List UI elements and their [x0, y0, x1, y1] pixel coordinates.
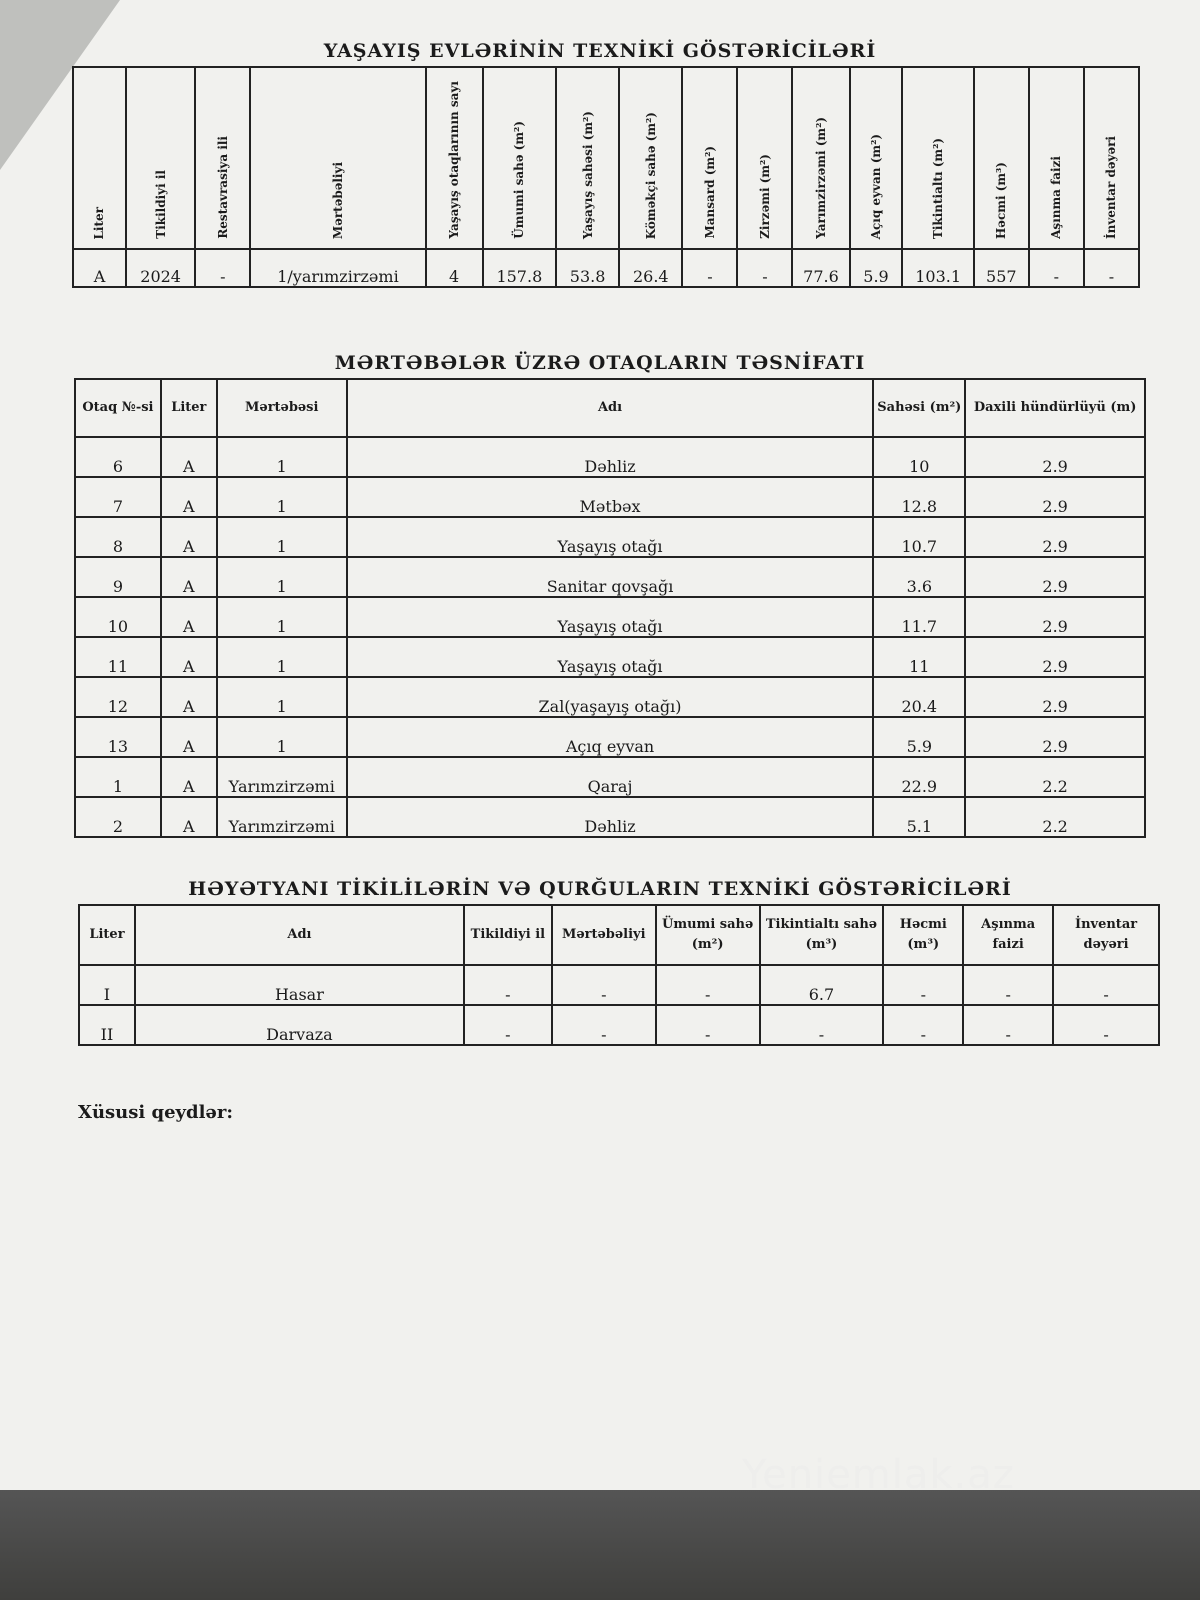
table2-cell: 5.9	[873, 717, 965, 757]
table2-cell: 2.9	[965, 557, 1145, 597]
table3-title: HƏYƏTYANI TİKİLİLƏRİN VƏ QURĞULARIN TEXNİKİ GÖSTƏRİCİLƏRİ	[188, 878, 1012, 900]
table3-header-cell: Liter	[79, 905, 135, 965]
table-row	[75, 797, 1145, 837]
table1-header-label: Liter	[92, 206, 107, 239]
table2-cell: 2.9	[965, 637, 1145, 677]
table1-header-cell	[1029, 67, 1084, 249]
table2-cell: A	[161, 637, 217, 677]
table-row	[75, 517, 1145, 557]
table2-cell: 1	[217, 717, 347, 757]
table3-header-cell: Ümumi sahə (m²)	[656, 905, 760, 965]
table2-cell: 22.9	[873, 757, 965, 797]
table2-cell: 10	[75, 597, 161, 637]
table2-cell: Yaşayış otağı	[347, 637, 874, 677]
table2-cell: 1	[217, 637, 347, 677]
table1-header-cell	[250, 67, 425, 249]
table3-header-cell: Adı	[135, 905, 464, 965]
table1-header-cell	[974, 67, 1029, 249]
table2-cell: Dəhliz	[347, 797, 874, 837]
table2-cell: A	[161, 757, 217, 797]
table2-cell: 7	[75, 477, 161, 517]
table1-header-cell	[902, 67, 973, 249]
table2-cell: 3.6	[873, 557, 965, 597]
table1-cell: -	[195, 249, 250, 287]
table1-header-cell	[195, 67, 250, 249]
table1-header-label: Tikildiyi il	[153, 170, 168, 239]
table1-header-cell	[619, 67, 682, 249]
table2-cell: A	[161, 557, 217, 597]
table2-cell: 10	[873, 437, 965, 477]
table-row	[75, 637, 1145, 677]
table2-header-row	[75, 379, 1145, 437]
table1-cell: -	[1029, 249, 1084, 287]
table-row	[75, 677, 1145, 717]
table2-cell: 12.8	[873, 477, 965, 517]
table3-header-cell: Mərtəbəliyi	[552, 905, 656, 965]
table1-header-cell	[682, 67, 737, 249]
table2-cell: 2.9	[965, 677, 1145, 717]
table3-cell: II	[79, 1005, 135, 1045]
table2-cell: 2.2	[965, 757, 1145, 797]
table1-cell: 1/yarımzirzəmi	[250, 249, 425, 287]
table2-cell: 11.7	[873, 597, 965, 637]
table1-header-label: Yaşayış otaqlarının sayı	[447, 81, 462, 239]
table2-cell: A	[161, 477, 217, 517]
table1-cell: -	[682, 249, 737, 287]
table2-header-cell: Otaq №-si	[75, 379, 161, 437]
table1-header-label: Ümumi sahə (m²)	[512, 121, 527, 239]
table1-cell: 103.1	[902, 249, 973, 287]
table1-header-label: İnventar dəyəri	[1104, 135, 1119, 239]
table2-cell: 11	[75, 637, 161, 677]
table1-cell: 4	[426, 249, 483, 287]
table1-header-cell	[483, 67, 556, 249]
table1-header-label: Tikintialtı (m²)	[931, 137, 946, 239]
table2-cell: Yarımzirzəmi	[217, 797, 347, 837]
table1-header-label: Restavrasiya ili	[215, 136, 230, 239]
table2-cell: Qaraj	[347, 757, 874, 797]
table2-cell: 6	[75, 437, 161, 477]
residential-technical-table	[72, 66, 1140, 288]
table2-cell: Sanitar qovşağı	[347, 557, 874, 597]
table2-cell: 1	[217, 597, 347, 637]
table-row	[75, 437, 1145, 477]
table2-cell: A	[161, 517, 217, 557]
yard-structures-table	[78, 904, 1160, 1046]
table1-cell: 53.8	[556, 249, 619, 287]
special-notes-label: Xüsusi qeydlər:	[78, 1102, 234, 1123]
table1-header-label: Yarımzirzəmi (m²)	[813, 117, 828, 239]
table3-header-row	[79, 905, 1159, 965]
table3-cell: I	[79, 965, 135, 1005]
table2-header-cell: Sahəsi (m²)	[873, 379, 965, 437]
table1-header-cell	[556, 67, 619, 249]
table2-cell: 1	[217, 437, 347, 477]
table2-cell: 8	[75, 517, 161, 557]
table1-header-cell	[426, 67, 483, 249]
table2-cell: Yaşayış otağı	[347, 517, 874, 557]
table1-header-label: Həcmi (m³)	[994, 161, 1009, 239]
table2-cell: Yaşayış otağı	[347, 597, 874, 637]
table1-header-label: Köməkçi sahə (m²)	[643, 111, 658, 239]
table2-cell: 2.9	[965, 717, 1145, 757]
table-row	[75, 757, 1145, 797]
table1-cell: 557	[974, 249, 1029, 287]
table1-header-cell	[737, 67, 792, 249]
table3-cell: -	[883, 965, 963, 1005]
table3-cell: -	[963, 1005, 1053, 1045]
table2-cell: A	[161, 437, 217, 477]
table1-header-cell	[792, 67, 849, 249]
room-classification-table	[74, 378, 1146, 838]
table-row	[79, 965, 1159, 1005]
table2-cell: 5.1	[873, 797, 965, 837]
table1-header-label: Zirzəmi (m²)	[757, 154, 772, 239]
table1-header-cell	[73, 67, 126, 249]
table1-header-label: Aşınma faizi	[1049, 156, 1064, 239]
table3-header-cell: Tikintialtı sahə (m³)	[760, 905, 884, 965]
table2-cell: 1	[217, 517, 347, 557]
table1-cell: A	[73, 249, 126, 287]
table2-cell: 1	[75, 757, 161, 797]
table3-header-cell: Həcmi (m³)	[883, 905, 963, 965]
table2-cell: 2.9	[965, 477, 1145, 517]
table1-cell: 77.6	[792, 249, 849, 287]
table2-cell: Mətbəx	[347, 477, 874, 517]
table2-cell: 9	[75, 557, 161, 597]
table2-header-cell: Adı	[347, 379, 874, 437]
table3-cell: -	[1053, 1005, 1159, 1045]
table2-cell: 2.9	[965, 597, 1145, 637]
table1-cell: 5.9	[850, 249, 903, 287]
table-row	[75, 557, 1145, 597]
table2-cell: 2.2	[965, 797, 1145, 837]
table1-cell: 2024	[126, 249, 195, 287]
table1-cell: 26.4	[619, 249, 682, 287]
table2-cell: 10.7	[873, 517, 965, 557]
table3-header-cell: Aşınma faizi	[963, 905, 1053, 965]
table2-cell: Yarımzirzəmi	[217, 757, 347, 797]
table2-cell: A	[161, 717, 217, 757]
table1-data-row	[73, 249, 1139, 287]
table3-cell: -	[464, 965, 552, 1005]
table2-cell: 2	[75, 797, 161, 837]
table3-cell: -	[656, 1005, 760, 1045]
table3-cell: 6.7	[760, 965, 884, 1005]
table1-header-label: Açıq eyvan (m²)	[868, 133, 883, 239]
table1-header-label: Yaşayış sahəsi (m²)	[580, 110, 595, 239]
table2-cell: 2.9	[965, 437, 1145, 477]
table1-header-cell	[1084, 67, 1139, 249]
table-row	[75, 717, 1145, 757]
table3-cell: Darvaza	[135, 1005, 464, 1045]
table2-cell: 2.9	[965, 517, 1145, 557]
table2-cell: Açıq eyvan	[347, 717, 874, 757]
table3-cell: -	[464, 1005, 552, 1045]
table3-header-cell: Tikildiyi il	[464, 905, 552, 965]
table3-cell: -	[1053, 965, 1159, 1005]
table2-cell: A	[161, 597, 217, 637]
table1-header-cell	[850, 67, 903, 249]
table2-cell: 1	[217, 677, 347, 717]
table2-header-cell: Liter	[161, 379, 217, 437]
table1-cell: -	[737, 249, 792, 287]
table3-cell: Hasar	[135, 965, 464, 1005]
table1-cell: -	[1084, 249, 1139, 287]
table2-cell: A	[161, 677, 217, 717]
table2-header-cell: Daxili hündürlüyü (m)	[965, 379, 1145, 437]
table1-title: YAŞAYIŞ EVLƏRİNİN TEXNİKİ GÖSTƏRİCİLƏRİ	[323, 40, 877, 62]
table2-cell: 1	[217, 557, 347, 597]
table2-title: MƏRTƏBƏLƏR ÜZRƏ OTAQLARIN TƏSNİFATI	[334, 352, 866, 374]
table3-cell: -	[656, 965, 760, 1005]
table2-header-cell: Mərtəbəsi	[217, 379, 347, 437]
table2-cell: 13	[75, 717, 161, 757]
watermark: Yeniemlak.az	[742, 1452, 1015, 1498]
table2-cell: 12	[75, 677, 161, 717]
table-row	[79, 1005, 1159, 1045]
table3-cell: -	[963, 965, 1053, 1005]
table1-header-label: Mansard (m²)	[702, 146, 717, 239]
table1-header-label: Mərtəbəliyi	[330, 161, 345, 239]
table2-cell: 1	[217, 477, 347, 517]
table2-cell: Zal(yaşayış otağı)	[347, 677, 874, 717]
table1-header-row	[73, 67, 1139, 249]
table3-cell: -	[883, 1005, 963, 1045]
table2-cell: 20.4	[873, 677, 965, 717]
table3-cell: -	[552, 965, 656, 1005]
table-row	[75, 597, 1145, 637]
table3-header-cell: İnventar dəyəri	[1053, 905, 1159, 965]
table3-cell: -	[760, 1005, 884, 1045]
table2-cell: 11	[873, 637, 965, 677]
table3-cell: -	[552, 1005, 656, 1045]
background-surface	[0, 1490, 1200, 1600]
table-row	[75, 477, 1145, 517]
table1-cell: 157.8	[483, 249, 556, 287]
table2-cell: A	[161, 797, 217, 837]
table2-cell: Dəhliz	[347, 437, 874, 477]
table1-header-cell	[126, 67, 195, 249]
